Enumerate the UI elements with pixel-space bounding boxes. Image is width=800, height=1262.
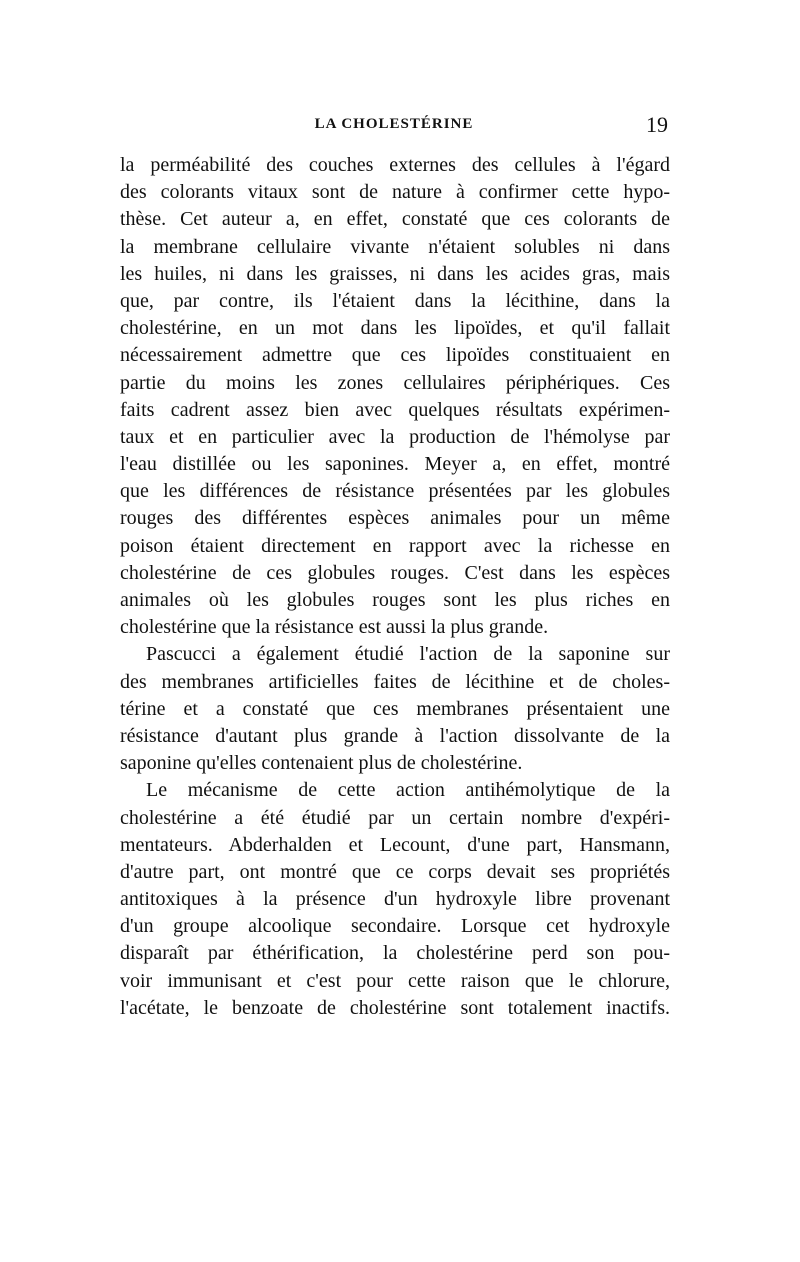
text-line: voir immunisant et c'est pour cette raison que le chlorure,	[120, 969, 670, 992]
text-line: que, par contre, ils l'étaient dans la lécithine, dans la	[120, 289, 670, 312]
page-number: 19	[646, 112, 668, 137]
text-line: cholestérine a été étudié par un certain nombre d'expéri-	[120, 806, 670, 829]
paragraph-end-line: saponine qu'elles contenaient plus de cholestérine.	[120, 752, 523, 775]
text-line: antitoxiques à la présence d'un hydroxyle libre provenant	[120, 888, 670, 911]
text-line: l'acétate, le benzoate de cholestérine sont totalement inactifs.	[120, 996, 670, 1019]
text-line: que les différences de résistance présentées par les globules	[120, 480, 670, 503]
text-line: résistance d'autant plus grande à l'action dissolvante de la	[120, 724, 670, 747]
text-line: disparaît par éthérification, la cholestérine perd son pou-	[120, 942, 670, 965]
text-line: d'autre part, ont montré que ce corps devait ses propriétés	[120, 860, 670, 883]
text-line: d'un groupe alcoolique secondaire. Lorsque cet hydroxyle	[120, 915, 670, 938]
text-line: la membrane cellulaire vivante n'étaient solubles ni dans	[120, 235, 670, 258]
text-line: l'eau distillée ou les saponines. Meyer a, en effet, montré	[120, 453, 670, 476]
text-line: faits cadrent assez bien avec quelques résultats expérimen-	[120, 398, 670, 421]
text-line: mentateurs. Abderhalden et Lecount, d'une part, Hansmann,	[120, 833, 670, 856]
text-line: poison étaient directement en rapport avec la richesse en	[120, 534, 670, 557]
running-head	[120, 112, 668, 140]
text-line: animales où les globules rouges sont les plus riches en	[120, 589, 670, 611]
text-line: taux et en particulier avec la production de l'hémolyse par	[120, 425, 670, 448]
running-title: LA CHOLESTÉRINE	[314, 116, 474, 132]
text-line: thèse. Cet auteur a, en effet, constaté que ces colorants de	[120, 208, 670, 231]
text-line: des membranes artificielles faites de lécithine et de choles-	[120, 670, 670, 693]
text-line: rouges des différentes espèces animales pour un même	[120, 507, 670, 530]
text-line: nécessairement admettre que ces lipoïdes constituaient en	[120, 344, 670, 367]
paragraph-start-line: Pascucci a également étudié l'action de la saponine sur	[146, 643, 670, 666]
text-line: cholestérine de ces globules rouges. C'est dans les espèces	[120, 561, 670, 584]
text-line: cholestérine, en un mot dans les lipoïdes, et qu'il fallait	[120, 317, 670, 340]
text-line: térine et a constaté que ces membranes présentaient une	[120, 697, 670, 720]
text-line: la perméabilité des couches externes des cellules à l'égard	[120, 154, 670, 176]
text-line: des colorants vitaux sont de nature à confirmer cette hypo-	[120, 181, 670, 204]
paragraph-end-line: cholestérine que la résistance est aussi la plus grande.	[120, 616, 549, 639]
text-line: partie du moins les zones cellulaires périphériques. Ces	[120, 371, 670, 394]
paragraph-start-line: Le mécanisme de cette action antihémolytique de la	[146, 779, 670, 802]
text-line: les huiles, ni dans les graisses, ni dans les acides gras, mais	[120, 262, 670, 285]
body-text	[120, 152, 670, 1022]
